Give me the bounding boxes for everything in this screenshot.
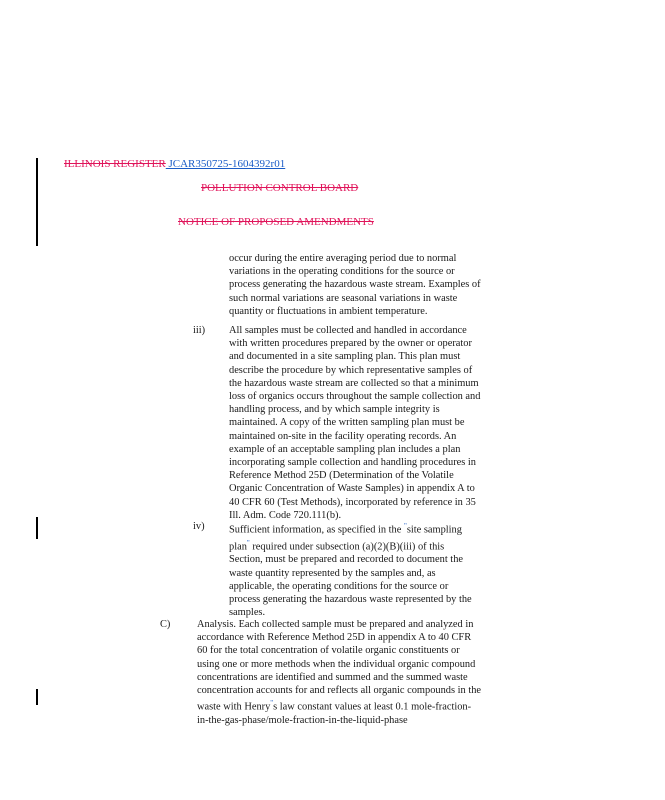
item-iv-text-b: site sampling plan bbox=[229, 524, 462, 553]
change-bar bbox=[36, 158, 38, 246]
insertion-mark: " bbox=[270, 699, 274, 708]
item-iii-text: All samples must be collected and handled in accordance with written procedures prepared by the owner or operator and documented in a site sampling plan. This plan must describe the procedure by which representative samples of the hazardous waste stream are collected so that a minimum loss of organics occurs throughout the sample collection and handling process, and by which sample integrity is maintained. A copy of the written sampling plan must be maintained on-site in the facility operating records. An example of an acceptable sampling plan includes a plan incorporating sample collection and handling procedures in Reference Method 25D (Determination of the Volatile Organic Concentration of Waste Samples) in appendix A to 40 CFR 60 (Test Methods), incorporated by reference in 35 Ill. Adm. Code 720.111(b). bbox=[229, 325, 481, 521]
item-c-text-a: Analysis. Each collected sample must be prepared and analyzed in accordance with Reference Method 25D in appendix A to 40 CFR 60 for the total concentration of volatile organic constituents or using one or more methods when the individual organic compound concentrations are identified and summed and the summed waste concentration accounts for and reflects all organic compounds in the waste with Henry bbox=[197, 619, 482, 713]
item-c-text-b: s law constant values at least 0.1 mole-fraction-in-the-gas-phase/mole-fraction-in-the-liquid-phase bbox=[197, 701, 472, 726]
board-header: POLLUTION CONTROL BOARD bbox=[201, 182, 359, 194]
item-iv-marker: iv) bbox=[193, 521, 205, 532]
register-struck-text: ILLINOIS REGISTER bbox=[64, 158, 166, 170]
item-c-text bbox=[197, 618, 482, 727]
item-c-marker: C) bbox=[160, 619, 171, 630]
item-iv-text-c: required under subsection (a)(2)(B)(iii) of this Section, must be prepared and recorded to document the waste quantity represented by the samples and, as applicable, the operating conditions for the source or process generating the hazardous waste represented by the samples. bbox=[229, 541, 472, 619]
item-iii-marker: iii) bbox=[193, 325, 206, 336]
notice-header: NOTICE OF PROPOSED AMENDMENTS bbox=[178, 216, 374, 228]
item-iv-text bbox=[229, 520, 479, 619]
change-bar bbox=[36, 517, 38, 539]
register-header bbox=[64, 158, 285, 171]
register-inserted-text: JCAR350725-1604392r01 bbox=[165, 158, 286, 170]
continuation-paragraph: occur during the entire averaging period due to normal variations in the operating conditions for the source or process generating the hazardous waste stream. Examples of such normal variations are seasonal variations in waste quantity or fluctuations in ambient temperature. bbox=[229, 253, 481, 317]
insertion-mark: " bbox=[403, 522, 407, 530]
insertion-mark: " bbox=[246, 538, 250, 547]
change-bar bbox=[36, 689, 38, 705]
item-iv-text-a: Sufficient information, as specified in the bbox=[229, 524, 404, 536]
